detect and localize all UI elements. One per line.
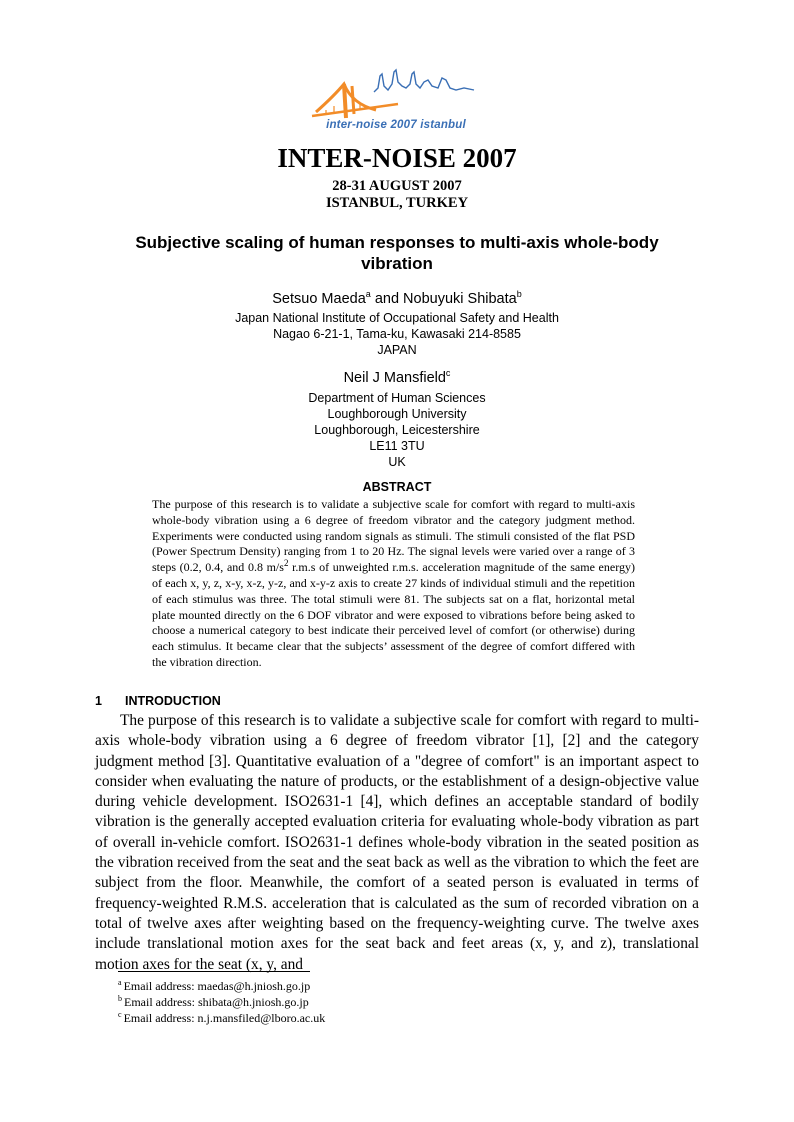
author-superscript: a	[365, 289, 371, 300]
affiliation-line: Loughborough, Leicestershire	[314, 423, 480, 437]
author-name: Setsuo Maeda	[272, 291, 366, 307]
author-conjunction: and	[370, 291, 404, 307]
abstract-text-part: The purpose of this research is to validate a subjective scale for comfort with regard to multi-axis whole-body vibration using a 6 degree of freedom vibrator and the category judgment method. Experiments were conducted using random signals as stimuli. The stimuli consisted of the flat PSD (Power Spectrum Density) ranging from 1 to 20 Hz. The signal levels were varied over a range of 3 steps (0.2, 0.4, and 0.8 m/s	[152, 497, 635, 575]
footnote-text: Email address: shibata@h.jniosh.go.jp	[124, 995, 309, 1009]
conference-title: INTER-NOISE 2007	[277, 143, 517, 173]
bridge-shape	[312, 84, 398, 118]
affiliation-line: Nagao 6-21-1, Tama-ku, Kawasaki 214-8585	[273, 327, 521, 341]
abstract-superscript: 2	[283, 558, 289, 569]
footnote	[118, 978, 325, 994]
footnote-text: Email address: n.j.mansfiled@lboro.ac.uk	[123, 1011, 326, 1025]
affiliation-line: UK	[388, 455, 406, 469]
footnote	[118, 994, 325, 1010]
footnote-mark: c	[118, 1010, 122, 1019]
abstract-heading: ABSTRACT	[362, 480, 432, 494]
footnote-mark: a	[118, 978, 122, 987]
footnote	[118, 1010, 325, 1026]
affiliation-line: Japan National Institute of Occupational Safety and Health	[235, 311, 559, 325]
paper-title: Subjective scaling of human responses to multi-axis whole-body vibration	[135, 233, 659, 273]
affiliation-line: LE11 3TU	[369, 439, 425, 453]
conference-date: 28-31 AUGUST 2007	[332, 178, 462, 194]
footnote-text: Email address: maedas@h.jniosh.go.jp	[123, 979, 311, 993]
abstract-text-part: r.m.s of unweighted r.m.s. acceleration magnitude of the same energy) of each x, y, z, x-y, x-z, y-z, and x-y-z axis to create 27 kinds of individual stimuli and the repetition of each stimulus was three. The total stimuli were 81. The subjects sat on a flat, horizontal metal plate mounted directly on the 6 DOF vibrator and were exposed to vibrations before being asked to choose a numerical category to best indicate their perceived level of comfort (or otherwise) during each stimulus. It became clear that the subjects’ assessment of the degree of comfort differed with the vibration direction.	[152, 560, 635, 669]
affiliation-2	[0, 390, 794, 470]
logo-text: inter-noise 2007 istanbul	[326, 119, 466, 131]
skyline-outline	[374, 70, 474, 92]
introduction-body: The purpose of this research is to validate a subjective scale for comfort with regard to multi-axis whole-body vibration using a 6 degree of freedom vibrator [1], [2] and the category judgment method [3]. Quantitative evaluation of a "degree of comfort" is an important aspect to consider when evaluating the nature of products, or the establishment of a design-objective value during vehicle development. ISO2631-1 [4], which defines an acceptable standard of bodily vibration is the generally accepted evaluation criteria for evaluating whole-body vibration as part of overall in-vehicle comfort. ISO2631-1 defines whole-body vibration in the seated position as the vibration received from the seat and the seat back as well as the vibration to which the feet are subject from the floor. Meanwhile, the comfort of a seated person is evaluated in terms of frequency-weighted R.M.S. acceleration that is calculated as the sum of recorded vibration on a total of twelve axes after weighting based on the frequency-weighting curve. The twelve axes include translational motion axes for the seat back and feet areas (x, y, and z), translational motion axes for the seat (x, y, and	[95, 712, 699, 973]
author-line-1	[0, 291, 794, 307]
author-superscript: b	[516, 289, 522, 300]
footnote-divider	[118, 971, 310, 972]
section-heading	[95, 694, 221, 708]
author-superscript: c	[445, 368, 451, 379]
author-name: Nobuyuki Shibata	[403, 291, 517, 307]
section-title: INTRODUCTION	[125, 694, 221, 708]
affiliation-line: JAPAN	[377, 343, 417, 357]
affiliation-line: Department of Human Sciences	[308, 391, 486, 405]
abstract-body	[152, 497, 635, 671]
author-name: Neil J Mansfield	[343, 370, 446, 386]
affiliation-line: Loughborough University	[327, 407, 467, 421]
affiliation-1	[0, 310, 794, 358]
footnotes	[118, 978, 325, 1026]
section-number: 1	[95, 694, 102, 708]
footnote-mark: b	[118, 994, 122, 1003]
conference-location: ISTANBUL, TURKEY	[325, 195, 469, 211]
author-line-2	[0, 370, 794, 386]
